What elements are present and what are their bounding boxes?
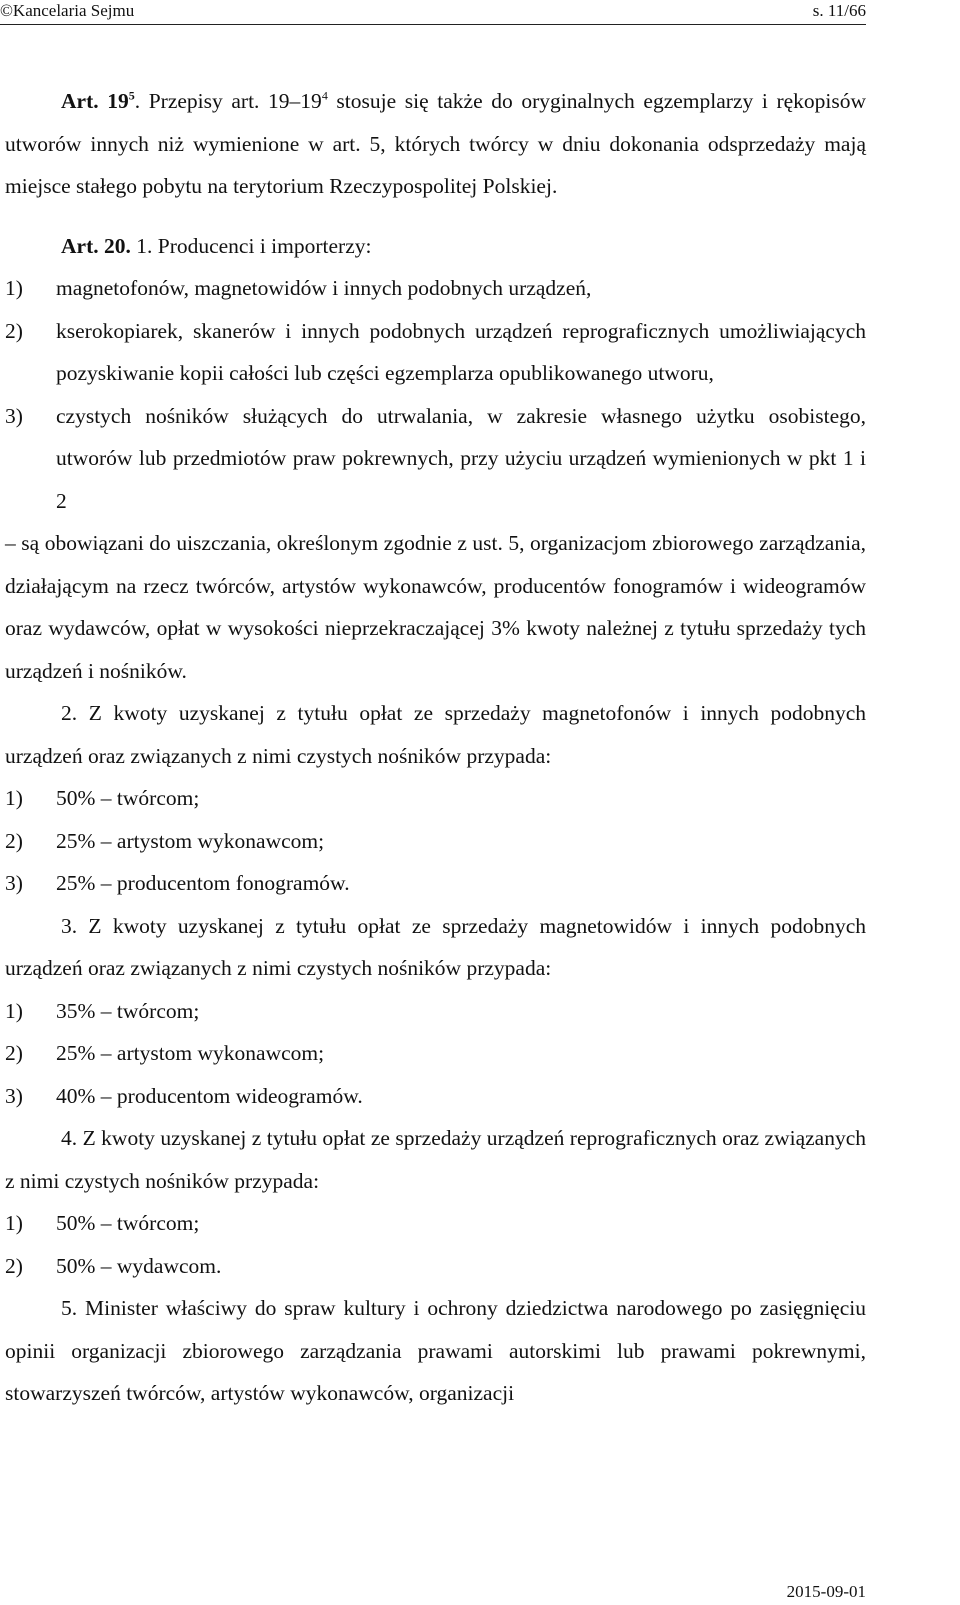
article-20-ust-5: 5. Minister właściwy do spraw kultury i ochrony dziedzictwa narodowego po zasięgnięciu opinii organizacji zbiorowego zarządzania prawami autorskimi lub prawami pokrewnymi, stowarzyszeń twórców, artystów wykonawców, organizacji xyxy=(5,1296,866,1405)
list-item: 2) 50% – wydawcom. xyxy=(5,1253,222,1278)
page-number: s. 11/66 xyxy=(812,1,866,20)
article-label: Art. 20. xyxy=(61,233,131,258)
list-item: 1) 50% – twórcom; xyxy=(5,786,200,810)
list-item: 1) 35% – twórcom; xyxy=(5,998,200,1023)
list-item: 2) kserokopiarek, skanerów i innych podobnych urządzeń reprograficznych umożliwiających pozyskiwanie kopii całości lub części egzemplarza opublikowanego utworu, xyxy=(5,318,866,385)
page-header xyxy=(0,0,866,26)
document-body xyxy=(5,80,866,1415)
article-19-5: Art. $19^5$. Przepisy art. $19-19^4$ stosuje się także do oryginalnych egzemplarzy i rękopisów utworów innych niż wymienione w art. 5, których twórcy w dniu dokonania odsprzedaży mają miejsce stałego pobytu na terytorium Rzeczypospolitej Polskiej. xyxy=(5,88,867,198)
header-rule xyxy=(0,24,866,25)
list-item: 2) 25% – artystom wykonawcom; xyxy=(5,1041,325,1065)
article-20-ust-4: 4. Z kwoty uzyskanej z tytułu opłat ze sprzedaży urządzeń reprograficznych oraz związanych z nimi czystych nośników przypada: xyxy=(5,1126,866,1193)
article-20-ust-2: 2. Z kwoty uzyskanej z tytułu opłat ze sprzedaży magnetofonów i innych podobnych urządzeń oraz związanych z nimi czystych nośników przypada: xyxy=(5,701,866,768)
footer-date: 2015-09-01 xyxy=(786,1582,866,1601)
list-item: 3) czystych nośników służących do utrwalania, w zakresie własnego użytku osobistego, utworów lub przedmiotów praw pokrewnych, przy użyciu urządzeń wymienionych w pkt 1 i 2 xyxy=(5,403,866,513)
article-20-ust-1: Art. 20. 1. Producenci i importerzy: xyxy=(61,233,372,258)
list-item: 1) 50% – twórcom; xyxy=(5,1211,200,1235)
closing-paragraph: – są obowiązani do uiszczania, określonym zgodnie z ust. 5, organizacjom zbiorowego zarządzania, działającym na rzecz twórców, artystów wykonawców, producentów fonogramów i wideogramów oraz wydawców, opłat w wysokości nieprzekraczającej 3% kwoty należnej z tytułu sprzedaży tych urządzeń i nośników. xyxy=(5,531,866,683)
list-item: 3) 40% – producentom wideogramów. xyxy=(5,1083,363,1108)
list-item: 2) 25% – artystom wykonawcom; xyxy=(5,828,325,853)
article-label: Art. $19^5$ xyxy=(61,88,135,113)
copyright-label: ©Kancelaria Sejmu xyxy=(0,1,135,20)
article-20-ust-3: 3. Z kwoty uzyskanej z tytułu opłat ze sprzedaży magnetowidów i innych podobnych urządzeń oraz związanych z nimi czystych nośników przypada: xyxy=(5,913,866,980)
list-item: 1) magnetofonów, magnetowidów i innych podobnych urządzeń, xyxy=(5,276,592,300)
list-item: 3) 25% – producentom fonogramów. xyxy=(5,871,350,895)
